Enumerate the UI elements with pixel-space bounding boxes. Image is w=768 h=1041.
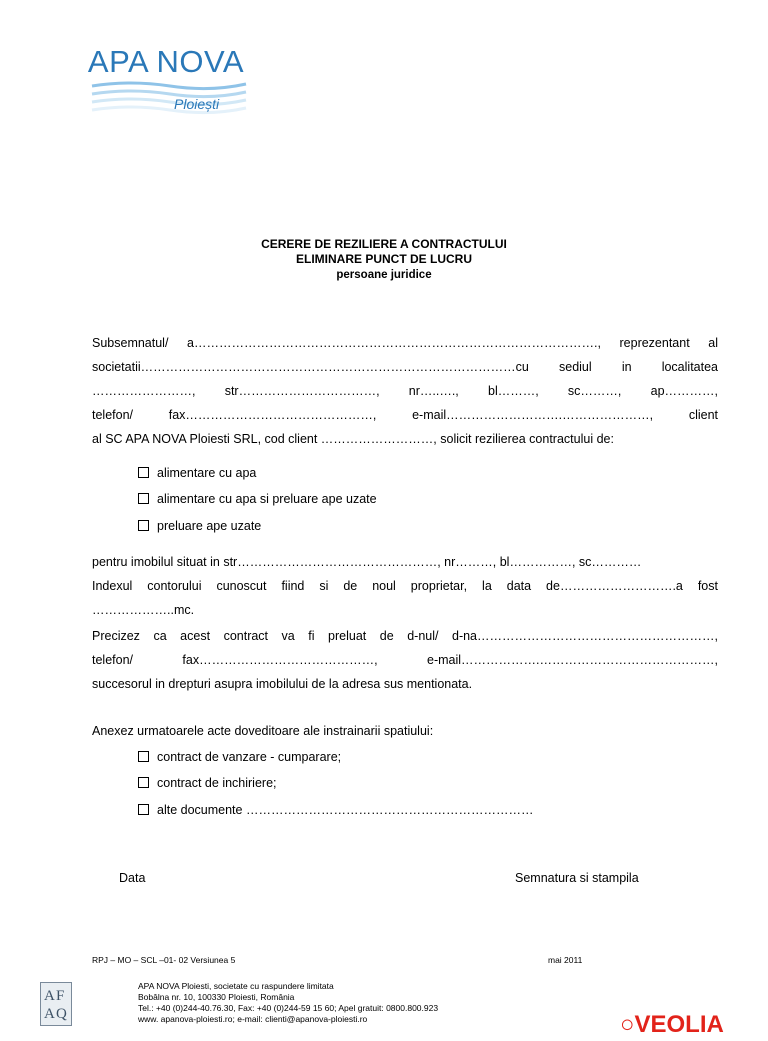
checkbox-icon[interactable]	[138, 520, 149, 531]
svg-text:Q: Q	[56, 1006, 67, 1022]
svg-text:A: A	[44, 988, 55, 1004]
checkbox-icon[interactable]	[138, 467, 149, 478]
svg-text:A: A	[44, 1006, 55, 1022]
option-label: alte documente ……………………………………………………………	[157, 803, 534, 817]
form-line: societatii………………………………………………………………………………cu sediul in localitatea	[92, 360, 718, 374]
form-line: ………………..mc.	[92, 603, 195, 617]
doc-code: RPJ – MO – SCL –01- 02 Versiunea 5	[92, 955, 236, 965]
form-line: pentru imobilul situat in str…………………………………………, nr………, bl……………, sc…………	[92, 555, 642, 569]
option-rent-contract[interactable]	[138, 776, 277, 790]
form-line: succesorul in drepturi asupra imobilului de la adresa sus mentionata.	[92, 677, 473, 691]
afaq-logo-mark	[41, 983, 71, 1025]
checkbox-icon[interactable]	[138, 493, 149, 504]
option-label: preluare ape uzate	[157, 519, 262, 533]
svg-text:○VEOLIA: ○VEOLIA	[620, 1011, 724, 1038]
checkbox-icon[interactable]	[138, 751, 149, 762]
form-line: telefon/ fax………………………………………, e-mail……………………….…………………, client	[92, 408, 718, 422]
option-label: alimentare cu apa si preluare ape uzate	[157, 492, 377, 506]
form-line: telefon/ fax……………………………………, e-mail……………….……………………………………,	[92, 653, 718, 667]
checkbox-icon[interactable]	[138, 777, 149, 788]
logo-city: Ploiești	[174, 96, 220, 112]
logo-name: APA NOVA	[87, 44, 245, 79]
form-line: Subsemnatul/ a……………………………………………………………………………………., reprezentant al	[92, 336, 718, 350]
annex-intro: Anexez urmatoarele acte doveditoare ale instrainarii spatiului:	[92, 724, 434, 738]
option-sewage[interactable]	[138, 519, 261, 533]
form-line: Precizez ca acest contract va fi preluat de d-nul/ d-na…………………………………………………,	[92, 629, 718, 643]
footer-phone-line: Tel.: +40 (0)244-40.76.30, Fax: +40 (0)244-59 15 60; Apel gratuit: 0800.800.923	[138, 1003, 439, 1013]
doc-title: CERERE DE REZILIERE A CONTRACTULUI	[261, 237, 507, 251]
option-label: contract de vanzare - cumparare;	[157, 750, 342, 764]
option-water-supply[interactable]	[138, 466, 256, 480]
veolia-logo-icon	[620, 1006, 768, 1038]
svg-text:F: F	[56, 988, 65, 1004]
form-line: Indexul contorului cunoscut fiind si de noul proprietar, la data de……………………….a fost	[92, 579, 718, 593]
signature-label: Semnatura si stampila	[515, 871, 639, 885]
date-label: Data	[119, 871, 146, 885]
logo-waves	[90, 80, 246, 114]
option-water-and-sewage[interactable]	[138, 492, 377, 506]
option-label: alimentare cu apa	[157, 466, 257, 480]
option-sale-contract[interactable]	[138, 750, 341, 764]
afaq-logo-icon	[40, 982, 72, 1026]
form-line: ……………………, str……………………………, nr…..…., bl………, sc………, ap…………,	[92, 384, 718, 398]
footer-company-line: APA NOVA Ploiesti, societate cu raspundere limitata	[138, 981, 334, 991]
veolia-logo-mark	[620, 1006, 768, 1036]
option-label: contract de inchiriere;	[157, 776, 277, 790]
checkbox-icon[interactable]	[138, 804, 149, 815]
footer-web-line: www. apanova-ploiesti.ro; e-mail: clienti@apanova-ploiesti.ro	[138, 1014, 368, 1024]
doc-date: mai 2011	[548, 955, 583, 965]
option-other-documents[interactable]	[138, 803, 533, 817]
form-line: al SC APA NOVA Ploiesti SRL, cod client ………………………, solicit rezilierea contractului de:	[92, 432, 614, 446]
company-logo	[86, 40, 246, 116]
footer-address-line: Bobâlna nr. 10, 100330 Ploiesti, România	[138, 992, 295, 1002]
doc-scope: persoane juridice	[336, 269, 432, 281]
doc-subtitle: ELIMINARE PUNCT DE LUCRU	[296, 252, 472, 266]
